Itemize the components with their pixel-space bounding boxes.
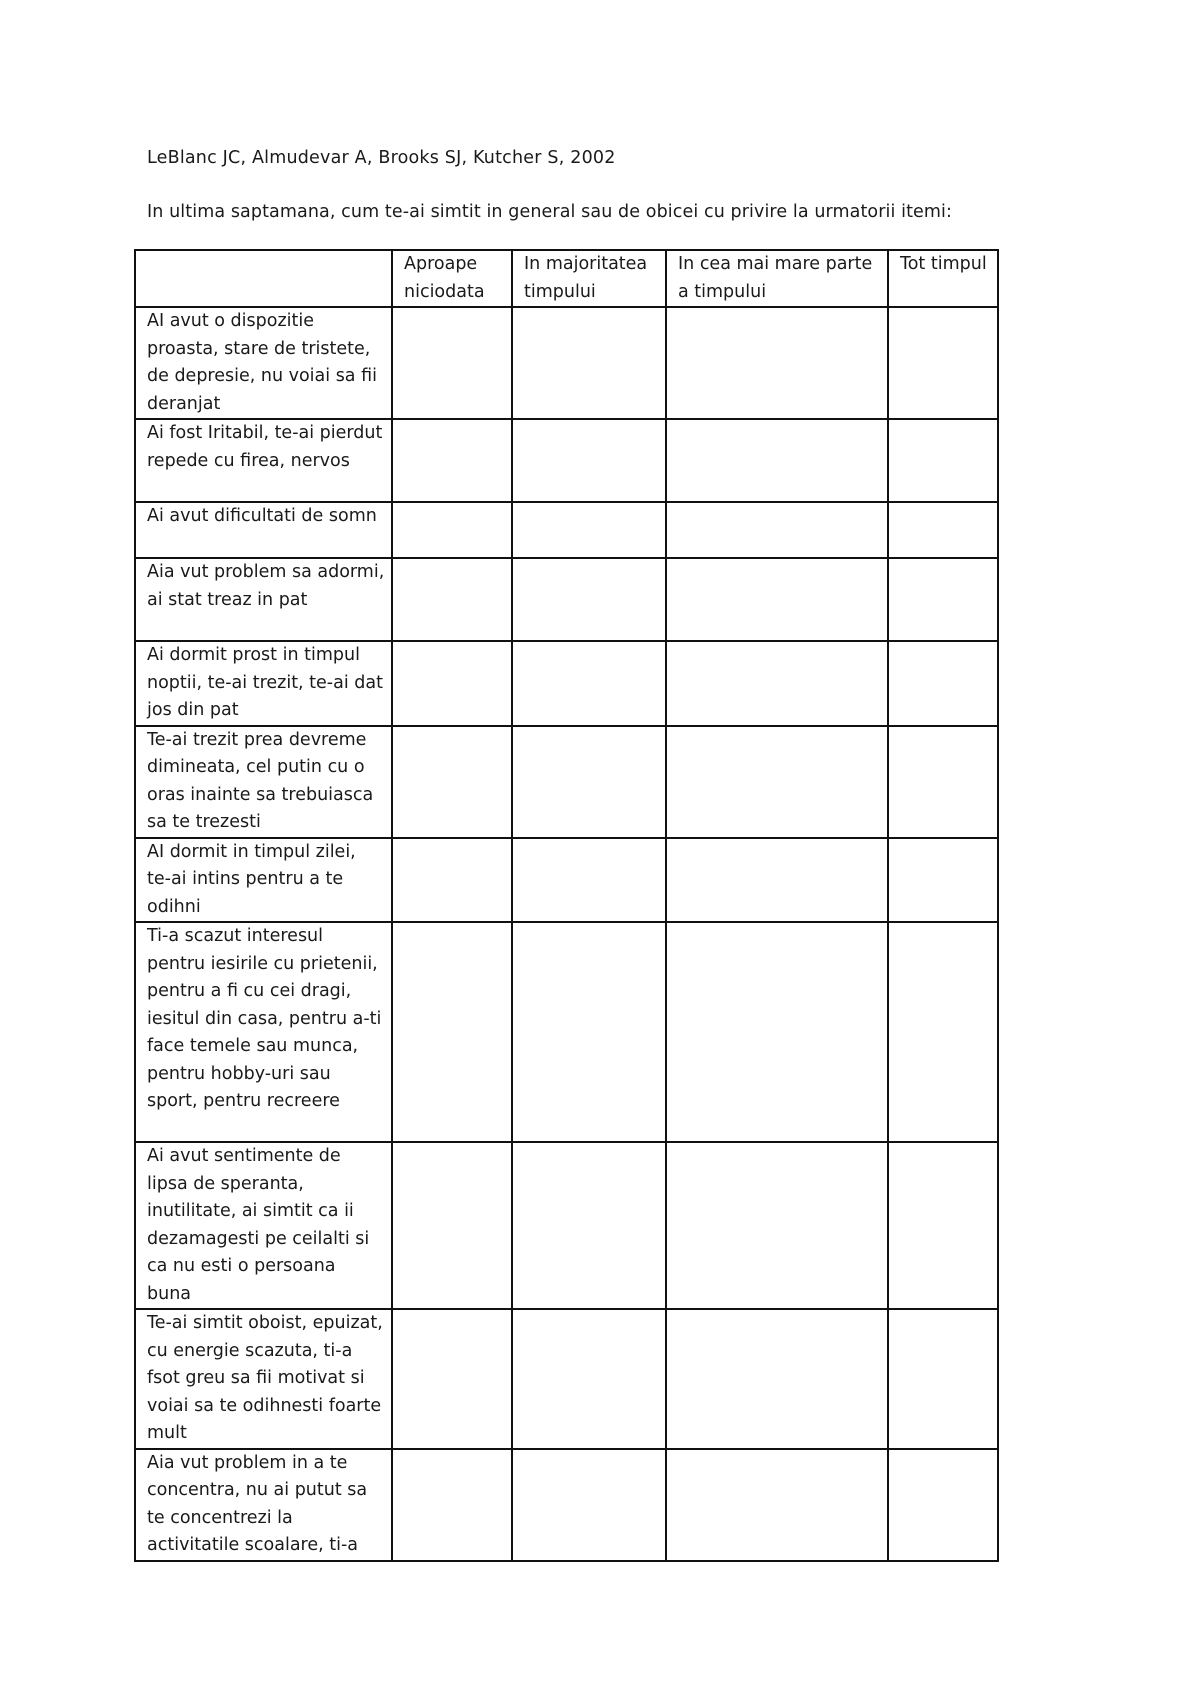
answer-cell[interactable] [392, 726, 512, 838]
answer-cell[interactable] [888, 922, 998, 1142]
item-label: Ai avut dificultati de somn [135, 502, 392, 558]
table-row [135, 641, 998, 726]
answer-cell[interactable] [888, 307, 998, 419]
item-label: Aia vut problem in a te concentra, nu ai putut sa te concentrezi la activitatile scoalare, ti-a [135, 1449, 392, 1561]
answer-cell[interactable] [512, 838, 666, 923]
table-row [135, 726, 998, 838]
table-row [135, 502, 998, 558]
answer-cell[interactable] [392, 1142, 512, 1309]
item-label: Te-ai simtit oboist, epuizat, cu energie scazuta, ti-a fsot greu sa fii motivat si voiai sa te odihnesti foarte mult [135, 1309, 392, 1449]
answer-cell[interactable] [888, 1142, 998, 1309]
table-row [135, 307, 998, 419]
header-tot-timpul: Tot timpul [888, 250, 998, 307]
answer-cell[interactable] [666, 419, 888, 502]
answer-cell[interactable] [888, 558, 998, 641]
answer-cell[interactable] [512, 307, 666, 419]
item-label: Aia vut problem sa adormi, ai stat treaz in pat [135, 558, 392, 641]
answer-cell[interactable] [392, 502, 512, 558]
answer-cell[interactable] [512, 1449, 666, 1561]
answer-cell[interactable] [392, 307, 512, 419]
answer-cell[interactable] [888, 1449, 998, 1561]
answer-cell[interactable] [392, 838, 512, 923]
item-label: Ai dormit prost in timpul noptii, te-ai trezit, te-ai dat jos din pat [135, 641, 392, 726]
header-cea-mai-mare-parte: In cea mai mare parte a timpului [666, 250, 888, 307]
answer-cell[interactable] [512, 558, 666, 641]
answer-cell[interactable] [392, 922, 512, 1142]
item-label: Ti-a scazut interesul pentru iesirile cu prietenii, pentru a fi cu cei dragi, iesitul din casa, pentru a-ti face temele sau munca, pentru hobby-uri sau sport, pentru recreere [135, 922, 392, 1142]
citation: LeBlanc JC, Almudevar A, Brooks SJ, Kutcher S, 2002 [147, 148, 616, 168]
intro-text: In ultima saptamana, cum te-ai simtit in general sau de obicei cu privire la urmatorii itemi: [147, 202, 953, 222]
answer-cell[interactable] [888, 838, 998, 923]
table-header-row [135, 250, 998, 307]
header-aproape-niciodata: Aproape niciodata [392, 250, 512, 307]
answer-cell[interactable] [666, 1449, 888, 1561]
questionnaire-table [134, 249, 999, 1562]
answer-cell[interactable] [666, 1142, 888, 1309]
answer-cell[interactable] [666, 641, 888, 726]
answer-cell[interactable] [392, 558, 512, 641]
table-row [135, 558, 998, 641]
answer-cell[interactable] [512, 1309, 666, 1449]
item-label: AI avut o dispozitie proasta, stare de tristete, de depresie, nu voiai sa fii deranjat [135, 307, 392, 419]
header-cell-empty [135, 250, 392, 307]
item-label: Ai fost Iritabil, te-ai pierdut repede cu firea, nervos [135, 419, 392, 502]
table-row [135, 419, 998, 502]
answer-cell[interactable] [888, 641, 998, 726]
table-row [135, 1449, 998, 1561]
answer-cell[interactable] [512, 641, 666, 726]
answer-cell[interactable] [392, 1309, 512, 1449]
answer-cell[interactable] [512, 726, 666, 838]
answer-cell[interactable] [888, 502, 998, 558]
answer-cell[interactable] [392, 1449, 512, 1561]
header-majoritatea-timpului: In majoritatea timpului [512, 250, 666, 307]
answer-cell[interactable] [666, 1309, 888, 1449]
answer-cell[interactable] [392, 641, 512, 726]
answer-cell[interactable] [666, 838, 888, 923]
answer-cell[interactable] [512, 502, 666, 558]
answer-cell[interactable] [888, 1309, 998, 1449]
item-label: Te-ai trezit prea devreme dimineata, cel putin cu o oras inainte sa trebuiasca sa te trezesti [135, 726, 392, 838]
answer-cell[interactable] [392, 419, 512, 502]
answer-cell[interactable] [888, 726, 998, 838]
answer-cell[interactable] [888, 419, 998, 502]
answer-cell[interactable] [512, 1142, 666, 1309]
answer-cell[interactable] [666, 922, 888, 1142]
table-row [135, 1309, 998, 1449]
table-row [135, 922, 998, 1142]
item-label: Ai avut sentimente de lipsa de speranta, inutilitate, ai simtit ca ii dezamagesti pe ceilalti si ca nu esti o persoana buna [135, 1142, 392, 1309]
answer-cell[interactable] [666, 502, 888, 558]
answer-cell[interactable] [666, 726, 888, 838]
table-row [135, 838, 998, 923]
item-label: AI dormit in timpul zilei, te-ai intins pentru a te odihni [135, 838, 392, 923]
answer-cell[interactable] [666, 558, 888, 641]
table-row [135, 1142, 998, 1309]
answer-cell[interactable] [512, 419, 666, 502]
answer-cell[interactable] [666, 307, 888, 419]
answer-cell[interactable] [512, 922, 666, 1142]
